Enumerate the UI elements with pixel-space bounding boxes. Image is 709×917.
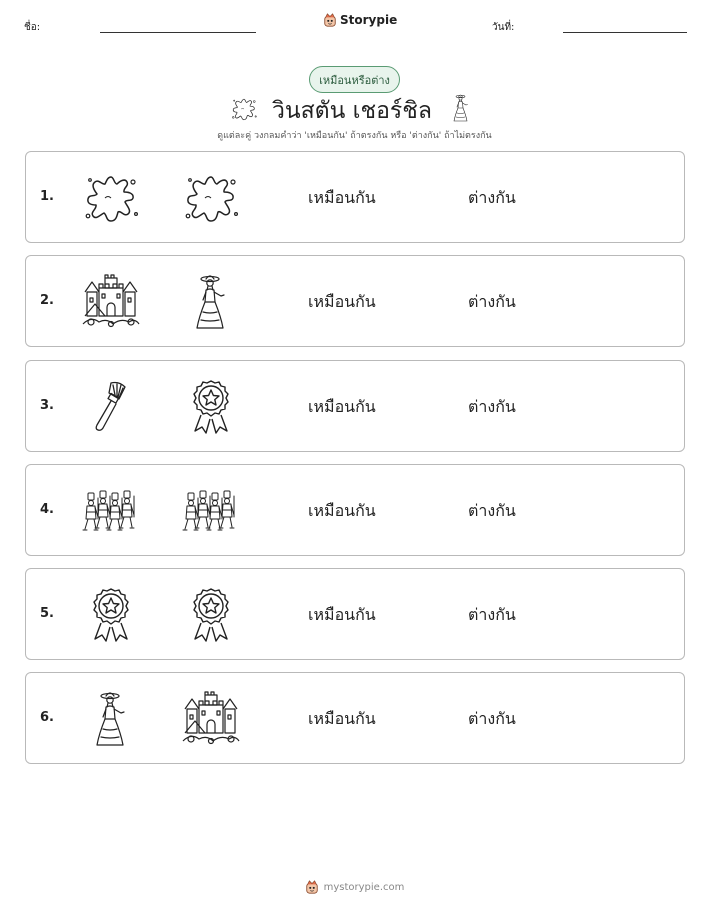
page-title: วินสตัน เชอร์ชิล: [272, 98, 432, 124]
question-number: 1.: [40, 189, 54, 204]
splat-icon: [181, 168, 241, 228]
footer: [0, 880, 709, 894]
question-row-4: [25, 464, 685, 556]
same-option[interactable]: เหมือนกัน: [308, 188, 376, 207]
brand-logo: [323, 13, 397, 27]
date-label: วันที่:: [492, 22, 515, 33]
different-option[interactable]: ต่างกัน: [468, 501, 516, 520]
different-option[interactable]: ต่างกัน: [468, 709, 516, 728]
storypie-logo-icon: [323, 13, 337, 27]
different-option[interactable]: ต่างกัน: [468, 605, 516, 624]
instructions: ดูแต่ละคู่ วงกลมคำว่า 'เหมือนกัน' ถ้าตรงกัน หรือ 'ต่างกัน' ถ้าไม่ตรงกัน: [217, 131, 492, 141]
lady-icon: [181, 272, 241, 332]
brush-icon: [81, 377, 141, 437]
lady-icon: [81, 689, 141, 749]
title-row: [0, 93, 709, 125]
castle-icon: [181, 689, 241, 749]
same-option[interactable]: เหมือนกัน: [308, 397, 376, 416]
lady-icon: [450, 93, 472, 123]
different-option[interactable]: ต่างกัน: [468, 292, 516, 311]
question-number: 5.: [40, 606, 54, 621]
splat-icon: [230, 95, 258, 123]
soldiers-icon: [181, 481, 241, 541]
question-row-3: [25, 360, 685, 452]
medal-icon: [181, 377, 241, 437]
name-line[interactable]: [100, 32, 256, 33]
question-row-6: [25, 672, 685, 764]
castle-icon: [81, 272, 141, 332]
question-row-2: [25, 255, 685, 347]
splat-icon: [81, 168, 141, 228]
same-option[interactable]: เหมือนกัน: [308, 501, 376, 520]
footer-url[interactable]: mystorypie.com: [323, 881, 405, 893]
date-line[interactable]: [563, 32, 687, 33]
brand-name: Storypie: [340, 13, 398, 27]
different-option[interactable]: ต่างกัน: [468, 188, 516, 207]
storypie-logo-icon: [305, 880, 319, 894]
same-option[interactable]: เหมือนกัน: [308, 709, 376, 728]
question-row-1: [25, 151, 685, 243]
medal-icon: [181, 585, 241, 645]
question-number: 3.: [40, 398, 54, 413]
question-row-5: [25, 568, 685, 660]
medal-icon: [81, 585, 141, 645]
worksheet-type-badge: เหมือนหรือต่าง: [309, 66, 400, 93]
question-number: 4.: [40, 502, 54, 517]
name-label: ชื่อ:: [24, 22, 41, 33]
question-number: 6.: [40, 710, 54, 725]
soldiers-icon: [81, 481, 141, 541]
different-option[interactable]: ต่างกัน: [468, 397, 516, 416]
question-number: 2.: [40, 293, 54, 308]
same-option[interactable]: เหมือนกัน: [308, 292, 376, 311]
same-option[interactable]: เหมือนกัน: [308, 605, 376, 624]
